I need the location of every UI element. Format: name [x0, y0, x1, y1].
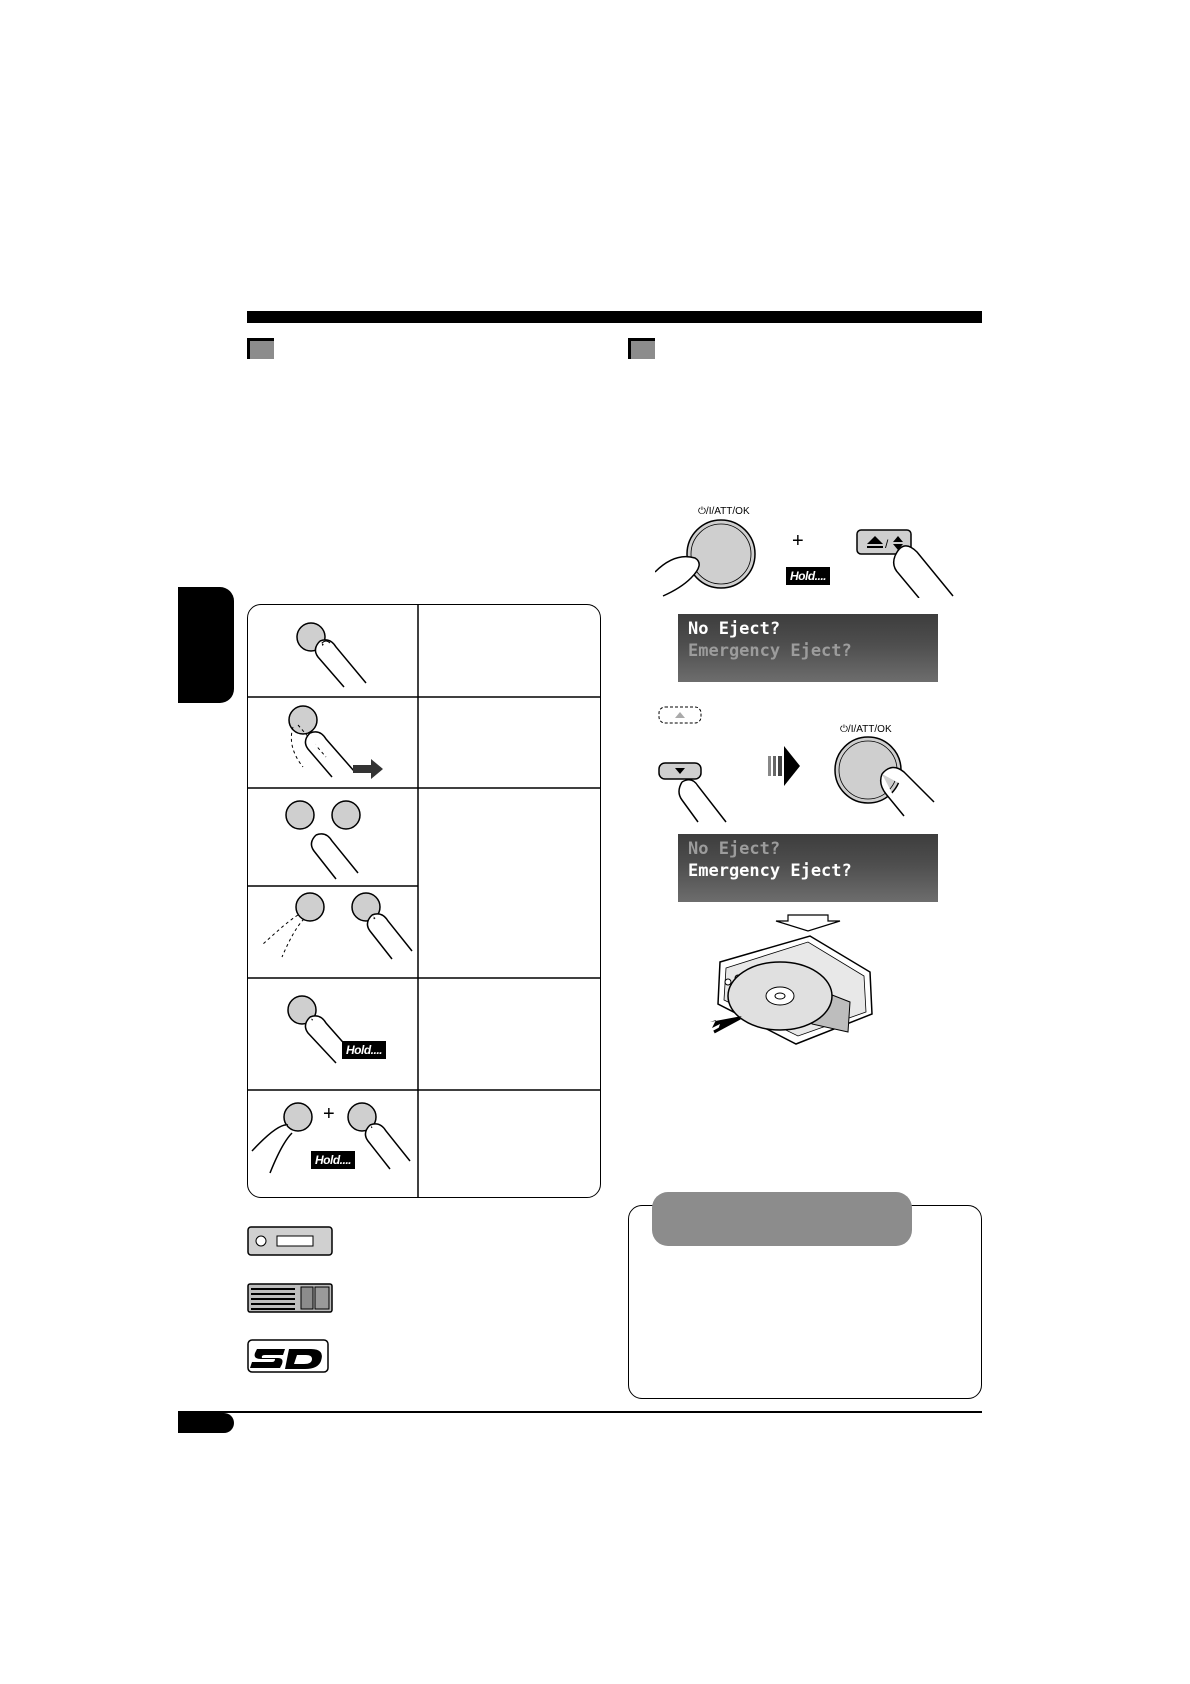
next-step-arrow-icon [768, 744, 802, 788]
power-button-press-icon-2[interactable] [828, 736, 938, 820]
footer-rule [178, 1411, 982, 1413]
two-buttons-icon [286, 801, 360, 879]
up-button-dashed-icon [658, 706, 702, 724]
display-line-2: Emergency Eject? [688, 861, 852, 881]
svg-text:/: / [885, 537, 889, 551]
disc-ejecting-illustration [700, 932, 878, 1048]
sd-card-logo-icon [247, 1339, 333, 1373]
hold-badge: Hold.... [786, 567, 830, 585]
header-rule [247, 311, 982, 323]
plus-sign: + [792, 530, 804, 552]
operation-table-drawing [248, 605, 600, 1197]
hold-badge: Hold.... [311, 1151, 355, 1169]
section-marker-right [628, 338, 655, 359]
result-arrow-down-icon [774, 914, 842, 932]
press-slide-icon [289, 706, 383, 779]
down-button-press-icon[interactable] [658, 762, 738, 824]
display-line-1: No Eject? [688, 619, 781, 639]
display-line-1: No Eject? [688, 839, 781, 859]
press-icon [297, 623, 366, 687]
display-no-eject-selected [678, 614, 938, 682]
display-line-2: Emergency Eject? [688, 641, 852, 661]
car-stereo-unit-icon [247, 1226, 333, 1256]
power-button-press-icon[interactable] [655, 518, 765, 598]
language-side-tab [178, 587, 234, 703]
eject-button-press-icon[interactable] [855, 528, 955, 598]
section-marker-left [247, 338, 274, 359]
control-panel-icon [247, 1283, 333, 1313]
plus-sign: + [323, 1103, 335, 1125]
page-number-tab [178, 1413, 234, 1433]
hold-badge: Hold.... [342, 1041, 386, 1059]
move-between-buttons-icon [262, 893, 412, 959]
operation-table [247, 604, 601, 1198]
display-emergency-eject-selected [678, 834, 938, 902]
power-button-label: ⏻/I/ATT/OK [698, 506, 750, 517]
info-box-heading-bar [652, 1192, 912, 1246]
power-button-label: ⏻/I/ATT/OK [840, 724, 892, 735]
